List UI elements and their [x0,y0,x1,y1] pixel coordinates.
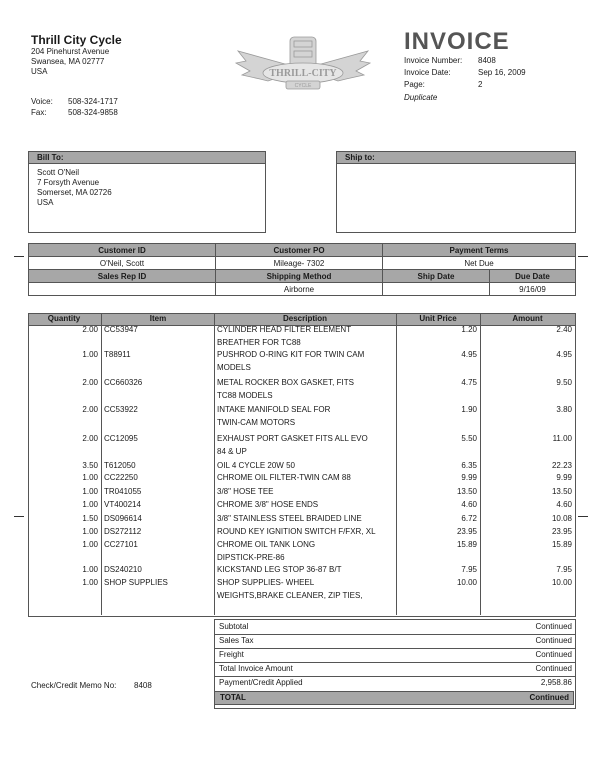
page-number: 2 [478,80,483,89]
line-item-amount: 13.50 [551,487,572,496]
line-item-description: METAL ROCKER BOX GASKET, FITS [217,378,354,387]
invoice-number: 8408 [478,56,496,65]
line-item-unit-price: 1.90 [461,405,477,414]
line-item-description: ROUND KEY IGNITION SWITCH F/FXR, XL [217,527,376,536]
line-item-description: 3/8" HOSE TEE [217,487,274,496]
totals-value: 2,958.86 [540,678,572,687]
due-date-value: 9/16/09 [490,283,576,296]
total-row [214,691,574,705]
line-item-code: DS272112 [104,527,142,536]
line-item-unit-price: 13.50 [456,487,477,496]
line-item-description: INTAKE MANIFOLD SEAL FOR [217,405,331,414]
line-item-quantity: 1.50 [82,514,98,523]
line-item-description: DIPSTICK-PRE-86 [217,553,285,562]
totals-label: Subtotal [219,622,249,631]
totals-value: Continued [535,650,572,659]
totals-divider-line [215,676,575,677]
invoice-date: Sep 16, 2009 [478,68,526,77]
line-item-description: BREATHER FOR TC88 [217,338,301,347]
company-address-1: 204 Pinehurst Avenue [31,47,110,56]
fold-mark [14,256,24,257]
voice-label: Voice: [31,97,53,106]
line-item-unit-price: 6.72 [461,514,477,523]
line-item-description: WEIGHTS,BRAKE CLEANER, ZIP TIES, [217,591,363,600]
line-item-amount: 15.89 [551,540,572,549]
line-item-amount: 10.08 [551,514,572,523]
ship-to-box [336,151,576,233]
quantity-header: Quantity [47,314,81,323]
line-item-quantity: 2.00 [82,325,98,334]
line-item-quantity: 1.00 [82,487,98,496]
payment-terms-value: Net Due [383,257,576,270]
line-item-quantity: 2.00 [82,378,98,387]
line-item-description: SHOP SUPPLIES- WHEEL [217,578,315,587]
line-item-amount: 10.00 [551,578,572,587]
line-item-description: PUSHROD O-RING KIT FOR TWIN CAM [217,350,365,359]
totals-label: Total Invoice Amount [219,664,293,673]
line-item-quantity: 2.00 [82,434,98,443]
bill-to-name: Scott O'Neil [37,168,79,177]
line-item-code: DS096614 [104,514,142,523]
line-item-code: T88911 [104,350,131,359]
fax-label: Fax: [31,108,47,117]
total-label: TOTAL [220,693,246,702]
line-item-code: DS240210 [104,565,142,574]
bill-to-box [28,151,266,233]
totals-label: Sales Tax [219,636,254,645]
total-value: Continued [529,693,569,702]
totals-label: Freight [219,650,244,659]
memo-label: Check/Credit Memo No: [31,681,117,690]
line-item-amount: 2.40 [556,325,572,334]
logo-text: THRILL-CITY [269,68,337,79]
company-name: Thrill City Cycle [31,33,122,47]
line-item-description: 84 & UP [217,447,247,456]
line-item-code: CC660326 [104,378,143,387]
line-item-quantity: 1.00 [82,500,98,509]
line-item-code: CC53922 [104,405,138,414]
line-item-quantity: 2.00 [82,405,98,414]
fold-mark [14,516,24,517]
totals-value: Continued [535,622,572,631]
line-item-description: CHROME OIL TANK LONG [217,540,316,549]
line-item-unit-price: 4.60 [461,500,477,509]
voice-number: 508-324-1717 [68,97,118,106]
line-item-amount: 9.50 [556,378,572,387]
sales-rep-header: Sales Rep ID [29,270,216,283]
totals-value: Continued [535,664,572,673]
line-item-code: TR041055 [104,487,142,496]
copy-note: Duplicate [404,93,438,102]
line-item-quantity: 1.00 [82,350,98,359]
line-item-quantity: 1.00 [82,473,98,482]
line-item-amount: 4.60 [556,500,572,509]
line-item-description: CYLINDER HEAD FILTER ELEMENT [217,325,352,334]
line-item-code: CC53947 [104,325,138,334]
line-item-quantity: 1.00 [82,540,98,549]
ship-to-header: Ship to: [336,151,576,164]
customer-po-value: Mileage- 7302 [216,257,383,270]
line-item-quantity: 3.50 [82,461,98,470]
item-header: Item [149,314,167,323]
line-item-unit-price: 1.20 [461,325,477,334]
line-item-description: CHROME 3/8" HOSE ENDS [217,500,319,509]
line-item-unit-price: 4.75 [461,378,477,387]
payment-terms-header: Payment Terms [383,244,576,257]
line-item-description: TC88 MODELS [217,391,273,400]
line-item-amount: 4.95 [556,350,572,359]
invoice-date-label: Invoice Date: [404,68,451,77]
line-item-description: CHROME OIL FILTER-TWIN CAM 88 [217,473,351,482]
totals-value: Continued [535,636,572,645]
line-item-description: KICKSTAND LEG STOP 36-87 B/T [217,565,342,574]
shipping-method-header: Shipping Method [216,270,383,283]
ship-date-value [383,283,490,296]
line-item-unit-price: 23.95 [456,527,477,536]
shipping-method-value: Airborne [216,283,383,296]
line-item-quantity: 1.00 [82,578,98,587]
ship-date-header: Ship Date [383,270,490,283]
line-item-amount: 11.00 [552,434,572,443]
invoice-number-label: Invoice Number: [404,56,463,65]
line-item-amount: 3.80 [556,405,572,414]
fold-mark [578,516,588,517]
bill-to-country: USA [37,198,54,207]
line-item-unit-price: 6.35 [461,461,477,470]
line-item-code: CC22250 [104,473,138,482]
order-info-table [28,243,576,296]
customer-id-header: Customer ID [29,244,216,257]
totals-divider-line [215,648,575,649]
line-item-code: CC27101 [104,540,138,549]
line-item-amount: 7.95 [556,565,572,574]
description-header: Description [282,314,327,323]
unit-price-header: Unit Price [419,314,457,323]
col-divider [214,313,215,615]
company-logo [228,31,378,101]
bill-to-header: Bill To: [28,151,266,164]
bill-to-street: 7 Forsyth Avenue [37,178,100,187]
line-item-unit-price: 7.95 [461,565,477,574]
line-item-description: TWIN-CAM MOTORS [217,418,296,427]
line-item-unit-price: 4.95 [461,350,477,359]
line-item-amount: 22.23 [551,461,572,470]
col-divider [101,313,102,615]
line-item-unit-price: 15.89 [456,540,477,549]
page-label: Page: [404,80,425,89]
sales-rep-value [29,283,216,296]
line-item-quantity: 1.00 [82,527,98,536]
company-address-2: Swansea, MA 02777 [31,57,105,66]
invoice-title: INVOICE [404,28,510,55]
line-item-quantity: 1.00 [82,565,98,574]
line-item-description: OIL 4 CYCLE 20W 50 [217,461,295,470]
fold-mark [578,256,588,257]
line-item-unit-price: 9.99 [461,473,477,482]
line-item-amount: 9.99 [556,473,572,482]
line-item-unit-price: 5.50 [461,434,477,443]
amount-header: Amount [512,314,543,323]
line-item-code: VT400214 [104,500,141,509]
memo-number: 8408 [134,681,152,690]
logo-subtext: CYCLE [294,83,312,89]
line-item-code: CC12095 [104,434,138,443]
bill-to-city: Somerset, MA 02726 [37,188,112,197]
customer-po-header: Customer PO [216,244,383,257]
line-item-unit-price: 10.00 [456,578,477,587]
line-item-description: 3/8" STAINLESS STEEL BRAIDED LINE [217,514,362,523]
customer-id-value: O'Neil, Scott [29,257,216,270]
company-country: USA [31,67,48,76]
line-item-code: T612050 [104,461,136,470]
due-date-header: Due Date [490,270,576,283]
line-item-amount: 23.95 [551,527,572,536]
totals-label: Payment/Credit Applied [219,678,303,687]
fax-number: 508-324-9858 [68,108,118,117]
totals-divider-line [215,634,575,635]
line-item-description: MODELS [217,363,251,372]
line-item-description: EXHAUST PORT GASKET FITS ALL EVO [217,434,368,443]
line-item-code: SHOP SUPPLIES [104,578,168,587]
totals-divider-line [215,662,575,663]
col-divider [480,313,481,615]
